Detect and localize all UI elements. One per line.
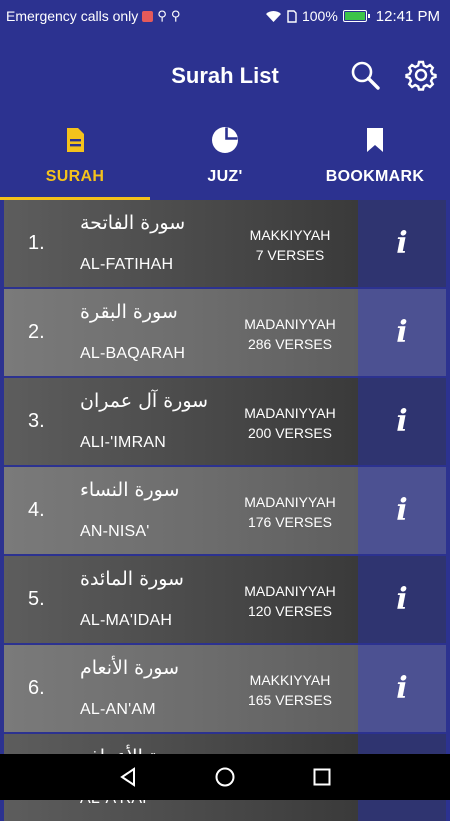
info-icon: i	[396, 582, 408, 617]
surah-row-main[interactable]	[4, 467, 358, 554]
surah-row-2[interactable]	[4, 289, 446, 376]
app-actions	[348, 58, 438, 92]
surah-row-main[interactable]	[4, 200, 358, 287]
surah-name: AN-NISA'	[80, 523, 150, 540]
notification-icon	[142, 11, 153, 22]
surah-number: 6.	[28, 677, 45, 699]
status-right	[265, 8, 440, 25]
surah-verse-count: 165 VERSES	[247, 692, 333, 708]
surah-meta	[230, 581, 350, 621]
surah-list[interactable]	[0, 200, 450, 754]
surah-verse-count: 176 VERSES	[247, 514, 333, 530]
tab-bar	[0, 120, 450, 200]
surah-number: 4.	[28, 499, 45, 521]
page-title: Surah List	[171, 63, 279, 88]
info-button[interactable]	[358, 378, 446, 465]
info-button[interactable]	[358, 645, 446, 732]
surah-row-main[interactable]	[4, 289, 358, 376]
surah-name: AL-FATIHAH	[80, 256, 174, 273]
wifi-icon	[265, 10, 282, 23]
surah-row-5[interactable]	[4, 556, 446, 643]
surah-meta	[230, 225, 350, 265]
info-icon: i	[396, 493, 408, 528]
surah-revelation-type: MAKKIYYAH	[249, 227, 331, 243]
info-icon: i	[396, 226, 408, 261]
surah-name: AL-BAQARAH	[80, 345, 186, 362]
search-button[interactable]	[348, 58, 382, 92]
surah-row-6[interactable]	[4, 645, 446, 732]
surah-number: 1.	[28, 232, 45, 254]
surah-revelation-type: MADANIYYAH	[244, 583, 336, 599]
info-button[interactable]	[358, 289, 446, 376]
surah-number: 5.	[28, 588, 45, 610]
surah-name: ALI-'IMRAN	[80, 434, 166, 451]
surah-verse-count: 286 VERSES	[247, 336, 333, 352]
surah-arabic-name: سورة آل عمران	[80, 390, 209, 412]
surah-revelation-type: MADANIYYAH	[244, 494, 336, 510]
info-button[interactable]	[358, 200, 446, 287]
tab-juz[interactable]	[150, 120, 300, 200]
info-icon: i	[396, 671, 408, 706]
tab-bookmark-label: BOOKMARK	[325, 168, 425, 185]
surah-row-4[interactable]	[4, 467, 446, 554]
surah-row-1[interactable]	[4, 200, 446, 287]
tab-bookmark[interactable]	[300, 120, 450, 200]
app-bar	[0, 32, 450, 120]
status-time: 12:41 PM	[375, 7, 440, 25]
surah-row-3[interactable]	[4, 378, 446, 465]
emergency-calls-text: Emergency calls only	[6, 8, 139, 24]
surah-row-main[interactable]	[4, 378, 358, 465]
surah-meta	[230, 492, 350, 532]
surah-verse-count: 120 VERSES	[247, 603, 333, 619]
tab-surah-label: SURAH	[45, 168, 105, 185]
settings-button[interactable]	[404, 58, 438, 92]
info-button[interactable]	[358, 556, 446, 643]
battery-percent: 100%	[301, 8, 338, 24]
surah-verse-count: 200 VERSES	[247, 425, 333, 441]
search-icon	[350, 60, 380, 90]
tab-juz-label: JUZ'	[207, 168, 243, 185]
surah-arabic-name: سورة المائدة	[80, 568, 184, 590]
tab-surah[interactable]	[0, 120, 150, 200]
document-icon	[65, 126, 85, 154]
surah-meta	[230, 670, 350, 710]
surah-revelation-type: MAKKIYYAH	[249, 672, 331, 688]
info-button[interactable]	[358, 467, 446, 554]
home-button[interactable]	[210, 762, 240, 792]
status-bar	[0, 0, 450, 32]
surah-arabic-name: سورة الأنعام	[80, 657, 180, 679]
surah-number: 3.	[28, 410, 45, 432]
bookmark-icon	[366, 126, 384, 154]
home-icon	[214, 766, 236, 788]
gear-icon	[406, 60, 436, 90]
recents-button[interactable]	[307, 762, 337, 792]
usb-icon: ⚲	[157, 8, 167, 23]
status-left	[6, 8, 180, 24]
surah-verse-count: 7 VERSES	[255, 247, 325, 263]
surah-meta	[230, 314, 350, 354]
surah-arabic-name: سورة النساء	[80, 479, 180, 501]
sim-icon	[287, 10, 297, 23]
surah-meta	[230, 403, 350, 443]
back-button[interactable]	[113, 762, 143, 792]
surah-revelation-type: MADANIYYAH	[244, 316, 336, 332]
surah-row-main[interactable]	[4, 645, 358, 732]
surah-arabic-name: سورة البقرة	[80, 301, 178, 323]
info-icon: i	[396, 404, 408, 439]
info-icon: i	[396, 315, 408, 350]
surah-name: AL-AN'AM	[80, 701, 156, 718]
surah-revelation-type: MADANIYYAH	[244, 405, 336, 421]
surah-row-main[interactable]	[4, 556, 358, 643]
usb-debug-icon: ⚲	[170, 8, 181, 23]
pie-chart-icon	[211, 126, 239, 154]
battery-icon	[343, 10, 367, 22]
surah-name: AL-MA'IDAH	[80, 612, 173, 629]
surah-arabic-name: سورة الفاتحة	[80, 212, 186, 234]
system-nav-bar	[0, 754, 450, 800]
recents-icon	[311, 766, 333, 788]
surah-number: 2.	[28, 321, 45, 343]
back-icon	[117, 766, 139, 788]
